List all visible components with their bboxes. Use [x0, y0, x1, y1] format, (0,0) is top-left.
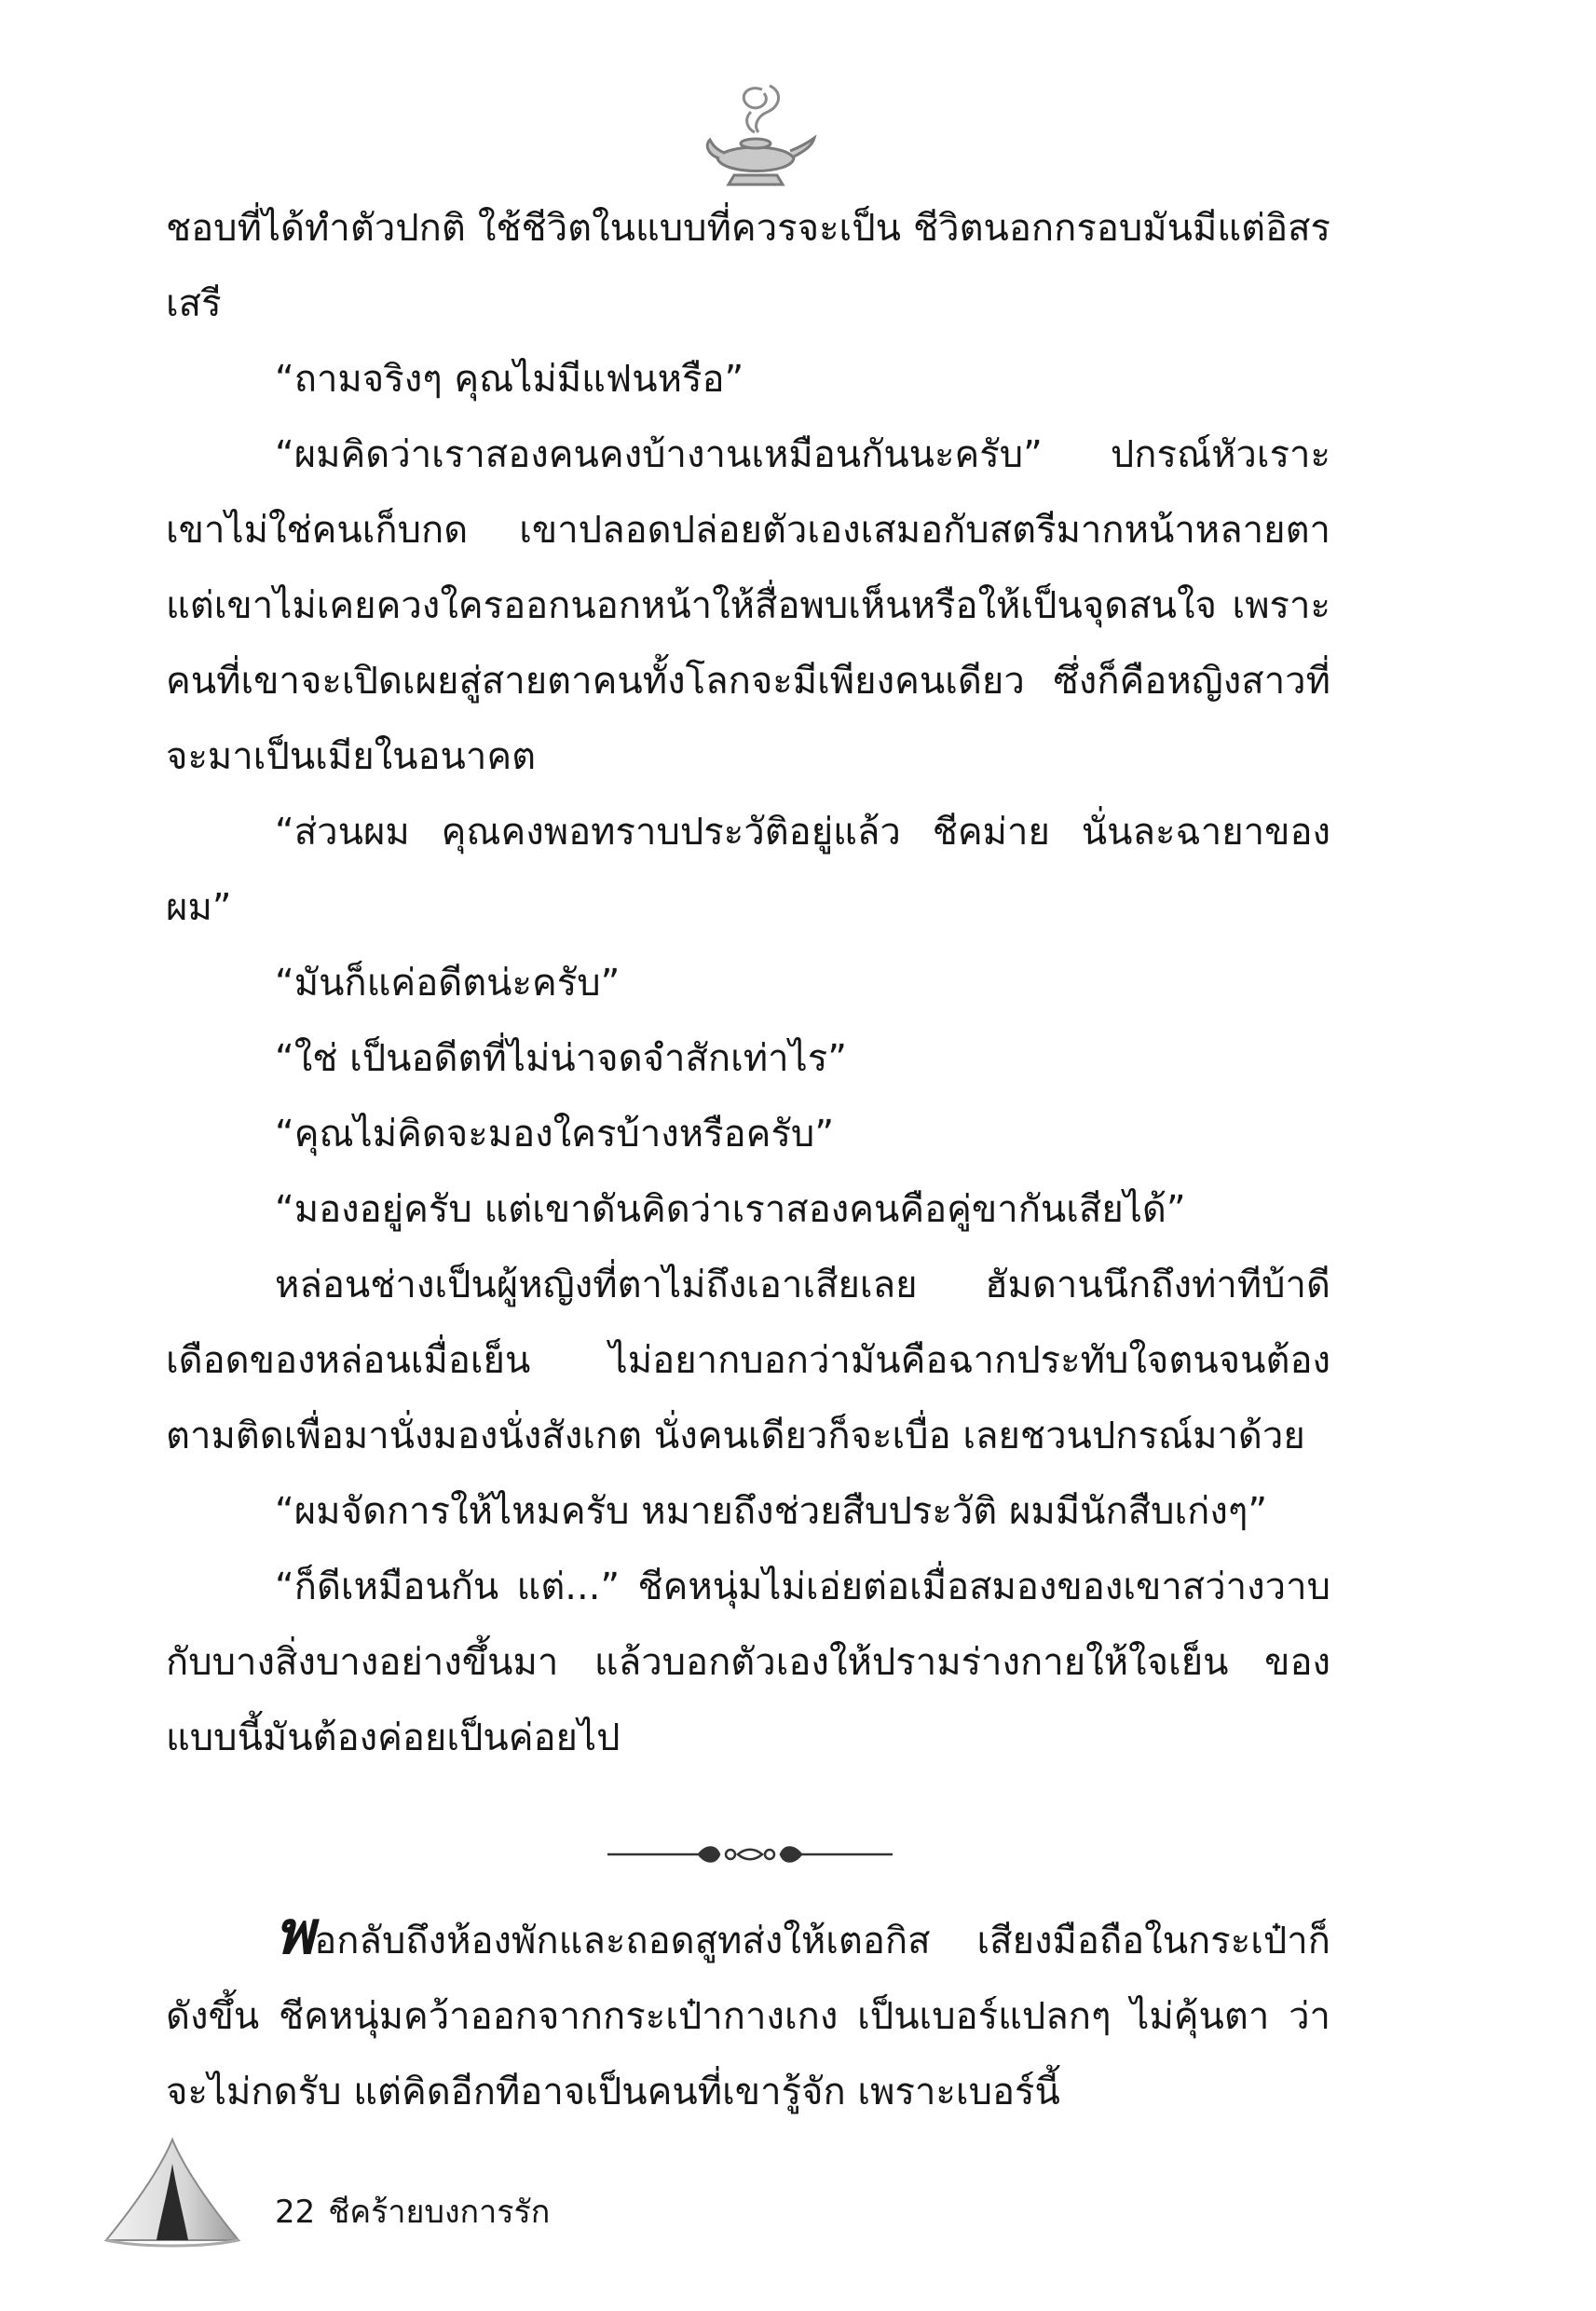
paragraph: “ผมคิดว่าเราสองคนคงบ้างานเหมือนกันนะครับ” ปกรณ์หัวเราะ เขาไม่ใช่คนเก็บกด เขาปลอดปล่อยตัวเองเสมอกับสตรีมากหน้าหลายตา แต่เขาไม่เคยควงใครออกนอกหน้าให้สื่อพบเห็นหรือให้เป็นจุดสนใจ เพราะคนที่เขาจะเปิดเผยสู่สายตาคนทั้งโลกจะมีเพียงคนเดียว ซึ่งก็คือหญิงสาวที่จะมาเป็นเมียในอนาคต [166, 433, 1330, 778]
drop-cap: พ [275, 1898, 315, 1968]
paragraph: “มองอยู่ครับ แต่เขาดันคิดว่าเราสองคนคือคู่ขากันเสียได้” [275, 1188, 1186, 1231]
paragraph: “ถามจริงๆ คุณไม่มีแฟนหรือ” [275, 358, 744, 401]
page-footer [275, 2194, 563, 2231]
paragraph: “ใช่ เป็นอดีตที่ไม่น่าจดจำสักเท่าไร” [275, 1037, 847, 1080]
paragraph: “ส่วนผม คุณคงพอทราบประวัติอยู่แล้ว ชีคม่าย นั่นละฉายาของผม” [166, 811, 1330, 929]
paragraph: “คุณไม่คิดจะมองใครบ้างหรือครับ” [275, 1113, 835, 1156]
paragraph: “ผมจัดการให้ไหมครับ หมายถึงช่วยสืบประวัติ ผมมีนักสืบเก่งๆ” [275, 1490, 1268, 1533]
page-number: 22 [275, 2194, 316, 2231]
book-title: ชีคร้ายบงการรัก [328, 2194, 551, 2231]
paragraph: หล่อนช่างเป็นผู้หญิงที่ตาไม่ถึงเอาเสียเลย ฮัมดานนึกถึงท่าทีบ้าดีเดือดของหล่อนเมื่อเย็น ไม่อยากบอกว่ามันคือฉากประทับใจตนจนต้องตามติดเพื่อมานั่งมองนั่งสังเกต นั่งคนเดียวก็จะเบื่อ เลยชวนปกรณ์มาด้วย [166, 1264, 1330, 1457]
section-paragraph [166, 1898, 1330, 2130]
paragraph: ชอบที่ได้ทำตัวปกติ ใช้ชีวิตในแบบที่ควรจะเป็น ชีวิตนอกกรอบมันมีแต่อิสรเสรี [166, 207, 1330, 325]
paragraph: “ก็ดีเหมือนกัน แต่...” ชีคหนุ่มไม่เอ่ยต่อเมื่อสมองของเขาสว่างวาบกับบางสิ่งบางอย่างขึ้นมา แล้วบอกตัวเองให้ปรามร่างกายให้ใจเย็น ของแบบนี้มันต้องค่อยเป็นค่อยไป [166, 1566, 1330, 1759]
magic-lamp-icon [697, 78, 818, 199]
section-paragraph-text: อกลับถึงห้องพักและถอดสูทส่งให้เตอกิส เสียงมือถือในกระเป๋าก็ดังขึ้น ชีคหนุ่มคว้าออกจากกระเป๋ากางเกง เป็นเบอร์แปลกๆ ไม่คุ้นตา ว่าจะไม่กดรับ แต่คิดอีกทีอาจเป็นคนที่เขารู้จัก เพราะเบอร์นี้ [166, 1920, 1330, 2113]
section-two-text [166, 1898, 1330, 2130]
paragraph: “มันก็แค่อดีตน่ะครับ” [275, 962, 621, 1005]
ornamental-divider [606, 1840, 894, 1868]
body-text [166, 191, 1330, 1776]
tent-icon [102, 2136, 242, 2252]
